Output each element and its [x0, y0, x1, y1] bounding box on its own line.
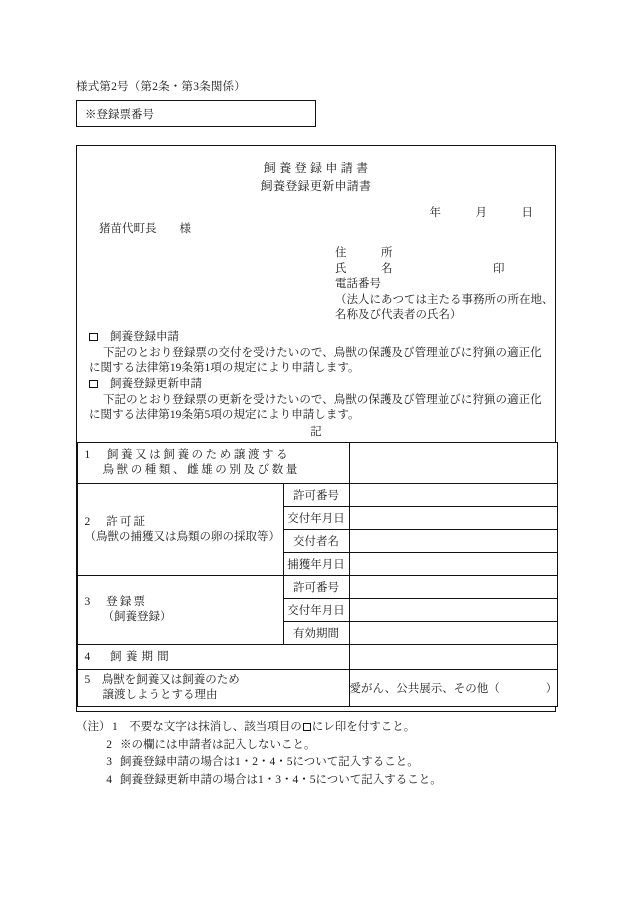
row3-sublabel-validity: 有効期間	[283, 622, 349, 645]
seal-label: 印	[493, 262, 505, 275]
note-1-text: 不要な文字は抹消し、該当項目の	[129, 721, 302, 733]
row4-label: 4 飼養期間	[84, 650, 173, 663]
checkbox-icon[interactable]	[89, 333, 98, 342]
note-item-3	[76, 754, 442, 772]
claim-registration-checkbox-row[interactable]	[89, 330, 545, 346]
applicant-address-label: 住 所	[335, 247, 393, 259]
table-row-permit	[77, 484, 557, 507]
note-2-number: 2	[106, 738, 112, 751]
row5-value-cell[interactable]: 愛がん、公共展示、その他（ ）	[349, 670, 557, 707]
note-1-number: 1	[112, 721, 118, 733]
registration-number-box[interactable]	[76, 100, 316, 127]
applicant-name-label: 氏 名	[335, 262, 393, 275]
row1-label-line1: 1 飼養又は飼養のため譲渡する	[84, 449, 291, 461]
row2-label-line2: （鳥獣の捕獲又は鳥類の卵の採取等）	[84, 530, 280, 543]
row1-label-cell	[77, 443, 349, 484]
note-3-number: 3	[106, 756, 112, 769]
row3-label-cell	[77, 576, 283, 645]
form-header-section	[77, 146, 555, 442]
application-form-frame	[76, 145, 556, 712]
note-4-text: 飼養登録更新申請の場合は1・3・4・5について記入すること。	[120, 773, 442, 786]
checkbox-icon[interactable]	[89, 380, 98, 389]
row3-value-permit-number[interactable]	[349, 576, 557, 599]
row2-sublabel-capture-date: 捕獲年月日	[283, 553, 349, 576]
row2-label-line1: 2 許可証	[84, 515, 148, 528]
claim-renewal-checkbox-row[interactable]	[89, 377, 545, 393]
row3-value-issue-date[interactable]	[349, 599, 557, 622]
claim-renewal	[89, 377, 545, 424]
claim-registration	[89, 330, 545, 377]
row3-label	[78, 592, 283, 628]
row5-label	[78, 670, 349, 706]
row2-label	[78, 512, 283, 548]
applicant-phone-row[interactable]	[335, 277, 554, 293]
row2-sublabel-issuer-name: 交付者名	[283, 530, 349, 553]
note-3-text: 飼養登録申請の場合は1・2・4・5について記入すること。	[120, 756, 419, 769]
date-field[interactable]: 年 月 日	[429, 207, 533, 219]
row3-label-line2: （飼養登録）	[102, 611, 172, 623]
registration-number-label: ※登録票番号	[85, 109, 154, 121]
form-notes	[76, 719, 442, 789]
row2-label-cell	[77, 484, 283, 576]
applicant-name-row[interactable]	[335, 262, 554, 278]
row5-label-cell	[77, 670, 349, 707]
row3-value-validity[interactable]	[349, 622, 557, 645]
row2-sublabel-permit-number: 許可番号	[283, 484, 349, 507]
row2-value-capture-date[interactable]	[349, 553, 557, 576]
claim-renewal-label: 飼養登録更新申請	[110, 378, 202, 390]
note-2-text: ※の欄には申請者は記入しないこと。	[120, 738, 316, 751]
table-row-reason	[77, 670, 557, 707]
row1-label	[78, 445, 349, 481]
row2-value-issue-date[interactable]	[349, 507, 557, 530]
row5-label-line2: 譲渡しようとする理由	[102, 689, 218, 701]
applicant-phone-label: 電話番号	[335, 278, 381, 291]
applicant-corporate-note-line2: 名称及び代表者の氏名）	[335, 309, 462, 322]
table-row-registration-card	[77, 576, 557, 599]
applicant-address-row[interactable]	[335, 246, 554, 262]
note-prefix: （注）	[76, 721, 111, 733]
claim-registration-label: 飼養登録申請	[110, 331, 179, 343]
row3-label-line1: 3 登録票	[84, 596, 148, 608]
ki-marker: 記	[310, 426, 322, 438]
row2-value-permit-number[interactable]	[349, 484, 557, 507]
row3-sublabel-permit-number: 許可番号	[283, 576, 349, 599]
checkbox-icon	[303, 723, 311, 731]
row2-value-issuer-name[interactable]	[349, 530, 557, 553]
form-title-primary: 飼養登録申請書	[263, 161, 372, 175]
row2-sublabel-issue-date: 交付年月日	[283, 507, 349, 530]
row4-label-cell	[77, 645, 349, 670]
note-4-number: 4	[106, 773, 112, 786]
table-row-breeding-period	[77, 645, 557, 670]
table-row-species	[77, 443, 557, 484]
addressee-label: 猪苗代町長 様	[99, 223, 191, 235]
claim-renewal-body-line1: 下記のとおり登録票の更新を受けたいので、鳥獣の保護及び管理並びに狩猟の適正化	[103, 393, 542, 406]
applicant-corporate-note-line1: （法人にあつては主たる事務所の所在地、	[335, 293, 554, 306]
form-title-secondary: 飼養登録更新申請書	[260, 179, 372, 193]
note-item-4	[76, 772, 442, 790]
row3-sublabel-issue-date: 交付年月日	[283, 599, 349, 622]
form-number: 様式第2号（第2条・第3条関係）	[76, 81, 246, 93]
claim-registration-body-line1: 下記のとおり登録票の交付を受けたいので、鳥獣の保護及び管理並びに狩猟の適正化	[103, 346, 542, 359]
claim-renewal-body-line2: に関する法律第19条第5項の規定により申請します。	[89, 409, 360, 421]
row1-value-cell[interactable]	[349, 443, 557, 484]
note-1-text-after: にレ印を付すこと。	[311, 721, 416, 733]
row1-label-line2: 鳥獣の種類、雌雄の別及び数量	[102, 464, 300, 476]
row5-label-line1: 5 鳥獣を飼養又は飼養のため	[84, 674, 240, 686]
row4-value-cell[interactable]	[349, 645, 557, 670]
applicant-block	[335, 246, 554, 324]
application-details-table	[77, 442, 558, 707]
note-item-1	[76, 719, 442, 737]
note-item-2	[76, 737, 442, 755]
claim-registration-body-line2: に関する法律第19条第1項の規定により申請します。	[89, 362, 360, 374]
